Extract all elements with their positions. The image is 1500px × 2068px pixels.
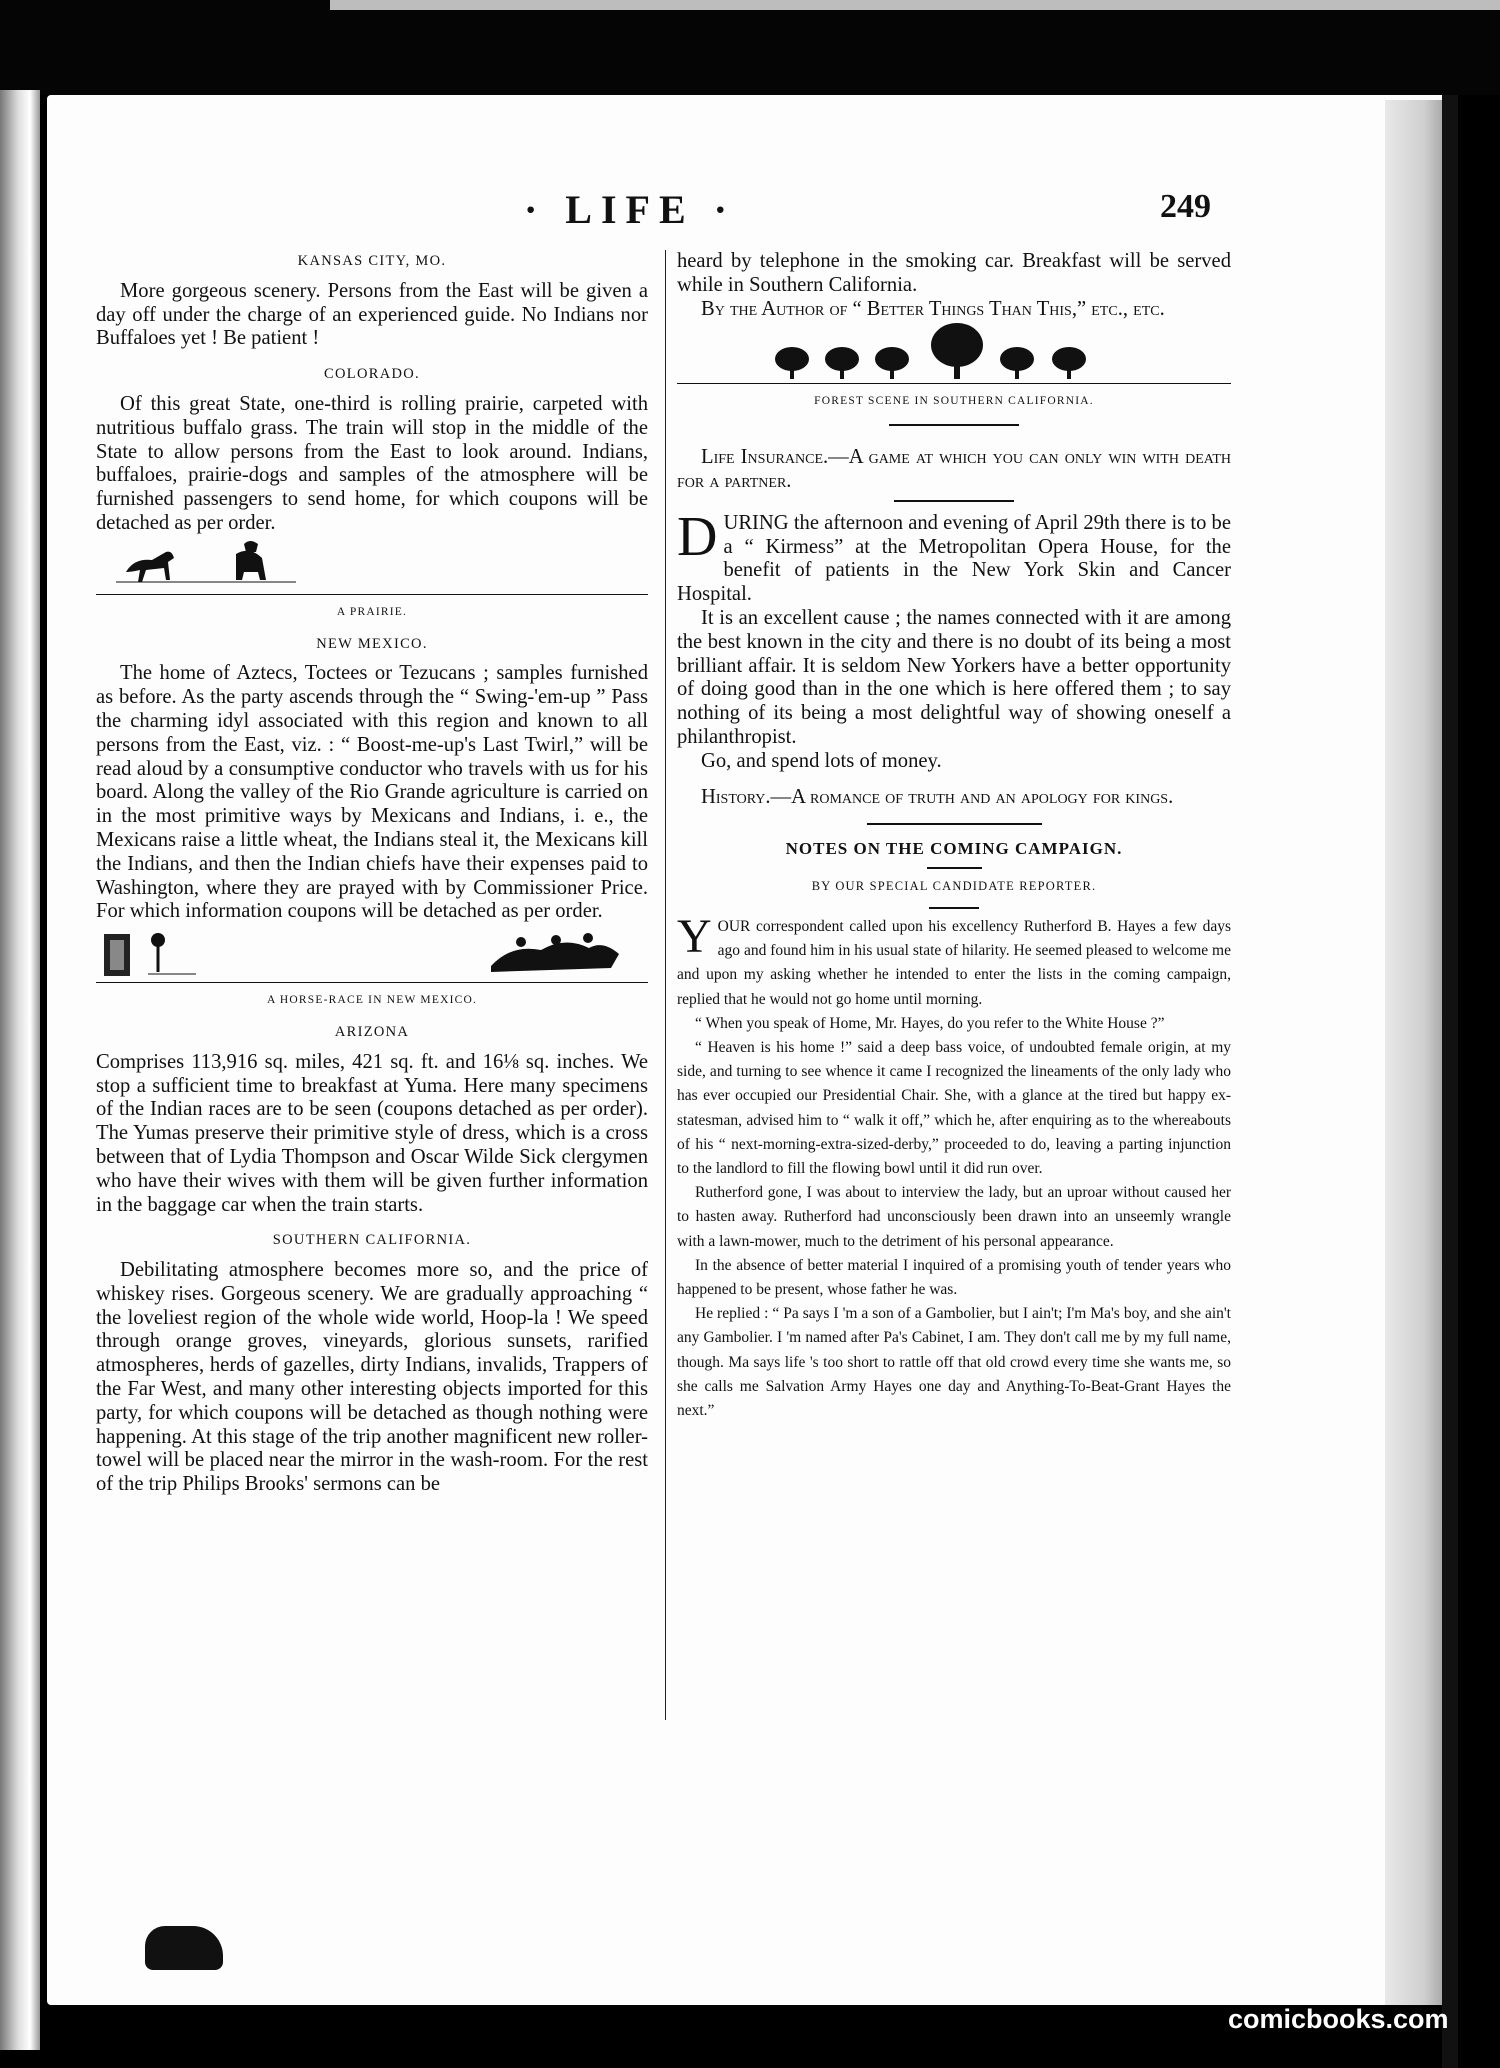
watermark-text: comicbooks.com: [1228, 2004, 1449, 2034]
masthead-title: · LIFE ·: [523, 187, 737, 232]
page-header: [0, 186, 1500, 236]
right-column: [677, 250, 1231, 1423]
horse-race-icon: [96, 924, 648, 982]
paragraph-continuation: heard by telephone in the smoking car. Breakfast will be served while in Southern California.: [677, 250, 1231, 296]
illustration-rule: [677, 383, 1231, 384]
trees-icon: [677, 321, 1231, 383]
heading-kansas: KANSAS CITY, MO.: [297, 253, 447, 269]
dropcap-y: Y: [677, 909, 712, 963]
paragraph-southern-california: Debilitating atmosphere becomes more so, and the price of whiskey rises. Gorgeous scenery. We are gradually approaching “ the loveliest region of the whole wide world, Hoop-la ! We speed through orange groves, vineyards, glorious sunsets, rarified atmospheres, herds of gazelles, dirty Indians, invalids, Trappers of the Far West, and many other interesting objects imported for this party, for which coupons will be detached as though nothing were happening. At this stage of the trip another magnificent new roller-towel will be placed near the mirror in the wash-room. For the rest of the trip Philips Brooks' sermons can be: [96, 1259, 648, 1496]
paragraph-notes-1: OUR correspondent called upon his excellency Rutherford B. Hayes a few days ago and found him in his usual state of hilarity. He seemed pleased to welcome me and upon my asking whether he intended to enter the lists in the coming campaign, replied that he would not go home until morning.: [677, 917, 1231, 1008]
scan-right-border: [1442, 95, 1458, 2068]
illustration-rule: [96, 982, 648, 983]
heading-new-mexico: NEW MEXICO.: [316, 635, 428, 652]
scan-edge: [330, 0, 1500, 10]
dropcap-d: D: [677, 505, 718, 568]
horse-race-illustration: [96, 924, 648, 982]
caption-forest: FOREST SCENE IN SOUTHERN CALIFORNIA.: [814, 395, 1094, 408]
paragraph-notes-4: Rutherford gone, I was about to interview the lady, but an uproar without caused her to hasten away. Rutherford had unconsciously been drawn into an unseemly wrangle with a lawn-mower, much to the detriment of his personal appearance.: [677, 1184, 1231, 1250]
kirmess-article: [677, 505, 1231, 774]
ink-smudge: [145, 1926, 223, 1970]
notes-article: [677, 909, 1231, 1423]
separator-rule: [927, 867, 982, 869]
notes-title: NOTES ON THE COMING CAMPAIGN.: [785, 839, 1123, 859]
separator-rule: [894, 500, 1014, 502]
caption-prairie: A PRAIRIE.: [336, 605, 408, 618]
caption-horse-race: A HORSE-RACE IN NEW MEXICO.: [266, 994, 478, 1007]
paragraph-notes-3: “ Heaven is his home !” said a deep bass voice, of undoubted female origin, at my side, and turning to see whence it came I recognized the lineaments of the only lady who has ever occupied our Presidential Chair. She, with a glance at the tired but happy ex-statesman, advised him to “ walk it off,” which he, after enquiring as to the whereabouts of his “ next-morning-extra-sized-derby,” proceeded to do, leaving a parting injunction to the landlord to fill the flowing bowl until it did run over.: [677, 1038, 1231, 1177]
separator-rule: [929, 907, 979, 909]
notes-byline: BY OUR SPECIAL CANDIDATE REPORTER.: [811, 879, 1097, 894]
paragraph-kansas: More gorgeous scenery. Persons from the East will be given a day off under the charge of an experienced guide. No Indians nor Buffaloes yet ! Be patient !: [96, 279, 648, 350]
horse-and-bison-icon: [96, 536, 648, 594]
column-divider: [665, 250, 666, 1720]
left-column: [96, 250, 648, 1497]
paragraph-kirmess-3: Go, and spend lots of money.: [701, 749, 942, 772]
heading-colorado: COLORADO.: [324, 366, 420, 383]
paragraph-history: History.—A romance of truth and an apology for kings.: [701, 785, 1174, 808]
page-number: 249: [1160, 188, 1211, 225]
paragraph-notes-6: He replied : “ Pa says I 'm a son of a Gambolier, but I ain't; I'm Ma's boy, and she ain't any Gambolier. I 'm named after Pa's Cabinet, I am. They don't call me by my full name, though. Ma says life 's too short to rattle off that old crowd every time she wants me, so she calls me Salvation Army Hayes one day and Anything-To-Beat-Grant Hayes the next.”: [677, 1305, 1231, 1419]
paragraph-kirmess-2: It is an excellent cause ; the names connected with it are among the best known in the city and there is no doubt of its being a most brilliant affair. It is seldom New Yorkers have a better opportunity of doing good than in the one which is here offered them ; to say nothing of its being a most delightful way of showing oneself a philanthropist.: [677, 606, 1231, 748]
page-shadow-edge: [1385, 100, 1450, 2005]
previous-page-edge: [0, 90, 40, 2050]
paragraph-notes-2: “ When you speak of Home, Mr. Hayes, do you refer to the White House ?”: [695, 1014, 1165, 1032]
paragraph-life-insurance: Life Insurance.—A game at which you can only win with death for a partner.: [677, 446, 1231, 492]
forest-illustration: [677, 321, 1231, 383]
scan-top-border: [0, 0, 1500, 95]
paragraph-kirmess-1: URING the afternoon and evening of April 29th there is to be a “ Kirmess” at the Metropolitan Opera House, for the benefit of patients in the New York Skin and Cancer Hospital.: [677, 511, 1231, 606]
author-byline: By the Author of “ Better Things Than This,” etc., etc.: [701, 297, 1165, 320]
separator-rule: [889, 424, 1019, 426]
heading-southern-california: SOUTHERN CALIFORNIA.: [272, 1232, 472, 1249]
prairie-illustration: [96, 536, 648, 594]
paragraph-new-mexico: The home of Aztecs, Toctees or Tezucans ; samples furnished as before. As the party ascends through the “ Swing-'em-up ” Pass the charming idyl associated with this region and known to all persons from the East, viz. : “ Boost-me-up's Last Twirl,” will be read aloud by a consumptive conductor who travels with us for his board. Along the valley of the Rio Grande agriculture is carried on in the most primitive ways by Mexicans and Indians, i. e., the Mexicans raise a little wheat, the Indians steal it, the Mexicans kill the Indians, and then the Indian chiefs have their expenses paid to Washington, where they are prayed with by Commissioner Price. For which information coupons will be detached as per order.: [96, 662, 648, 923]
heading-arizona: ARIZONA: [334, 1023, 410, 1040]
separator-rule: [867, 823, 1042, 825]
paragraph-notes-5: In the absence of better material I inquired of a promising youth of tender years who happened to be present, whose father he was.: [677, 1256, 1231, 1298]
paragraph-colorado: Of this great State, one-third is rolling prairie, carpeted with nutritious buffalo grass. The train will stop in the middle of the State to allow persons from the East to look around. Indians, buffaloes, prairie-dogs and samples of the atmosphere will be furnished passengers to send home, for which coupons will be detached as per order.: [96, 392, 648, 534]
paragraph-arizona: Comprises 113,916 sq. miles, 421 sq. ft. and 16⅛ sq. inches. We stop a sufficient time to breakfast at Yuma. Here many specimens of the Indian races are to be seen (coupons detached as per order). The Yumas preserve their primitive style of dress, which is a cross between that of Lydia Thompson and Oscar Wilde Sick clergymen who have their wives with them will be given further information in the baggage car when the train starts.: [96, 1050, 648, 1216]
